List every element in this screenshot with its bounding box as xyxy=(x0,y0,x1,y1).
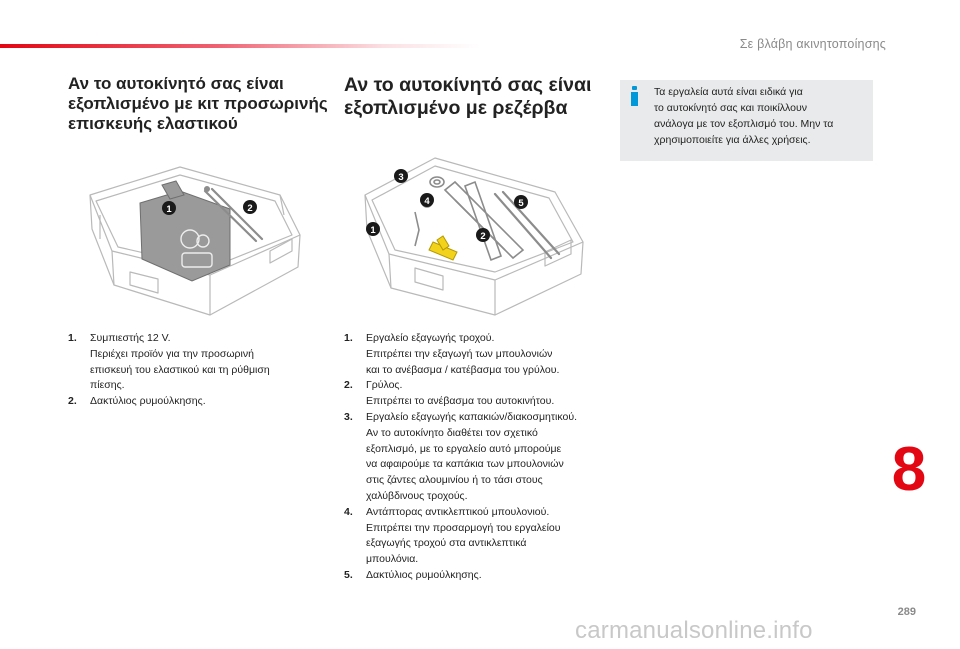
item-line: πίεσης. xyxy=(90,379,125,392)
heading-line: Αν το αυτοκίνητό σας είναι xyxy=(344,74,592,96)
item-line: Περιέχει προϊόν για την προσωρινή xyxy=(90,347,254,360)
item-line: Συμπιεστής 12 V. xyxy=(90,332,171,344)
callout-1 xyxy=(366,222,380,236)
item-line: Εργαλείο εξαγωγής τροχού. xyxy=(366,332,495,344)
svg-text:4: 4 xyxy=(424,196,430,207)
svg-text:2: 2 xyxy=(247,203,253,214)
heading-line: επισκευής ελαστικού xyxy=(68,114,238,133)
chapter-title: Σε βλάβη ακινητοποίησης xyxy=(739,37,886,51)
list-item xyxy=(344,378,606,410)
item-line: εξοπλισμό, με το εργαλείο αυτό μπορούμε xyxy=(366,442,562,455)
info-note-box xyxy=(620,80,873,161)
item-line: εξαγωγής τροχού στα αντικλεπτικά xyxy=(366,537,527,550)
item-line: να αφαιρούμε τα καπάκια των μπουλονιών xyxy=(366,458,564,471)
repair-kit-illustration xyxy=(70,155,340,325)
list-item xyxy=(344,410,606,505)
info-icon xyxy=(628,86,641,106)
item-number: 4. xyxy=(344,505,353,518)
item-line: Δακτύλιος ρυμούλκησης. xyxy=(90,395,206,408)
item-line: μπουλόνια. xyxy=(366,553,419,566)
item-line: Επιτρέπει την προσαρμογή του εργαλείου xyxy=(366,521,561,534)
list-item xyxy=(68,394,330,410)
info-line: ανάλογα με τον εξοπλισμό του. Μην τα xyxy=(654,118,834,130)
callout-3 xyxy=(394,169,408,183)
callout-2 xyxy=(476,228,490,242)
spare-wheel-items-list xyxy=(344,331,606,584)
heading-line: εξοπλισμένο με κιτ προσωρινής xyxy=(68,94,328,113)
callout-1 xyxy=(162,201,176,215)
info-line: Τα εργαλεία αυτά είναι ειδικά για xyxy=(654,86,803,98)
svg-text:1: 1 xyxy=(166,204,172,215)
list-item xyxy=(344,505,606,568)
svg-text:2: 2 xyxy=(480,231,486,242)
header-accent-bar xyxy=(0,44,480,48)
list-item xyxy=(344,331,606,378)
item-number: 1. xyxy=(68,332,77,344)
info-note-text xyxy=(654,84,869,148)
item-line: Αντάπτορας αντικλεπτικού μπουλονιού. xyxy=(366,505,550,518)
heading-line: εξοπλισμένο με ρεζέρβα xyxy=(344,97,568,119)
svg-text:1: 1 xyxy=(370,225,376,236)
callout-4 xyxy=(420,193,434,207)
item-line: επισκευή του ελαστικού και τη ρύθμιση xyxy=(90,363,270,376)
item-number: 3. xyxy=(344,410,353,423)
item-line: και το ανέβασμα / κατέβασμα του γρύλου. xyxy=(366,363,560,376)
item-line: χαλύβδινους τροχούς. xyxy=(366,489,468,502)
heading-line: Αν το αυτοκίνητό σας είναι xyxy=(68,74,284,93)
section-heading-spare-wheel xyxy=(344,74,614,120)
item-number: 2. xyxy=(344,379,353,392)
item-line: Γρύλος. xyxy=(366,379,403,392)
svg-text:3: 3 xyxy=(398,172,404,183)
item-line: Εργαλείο εξαγωγής καπακιών/διακοσμητικού. xyxy=(366,410,577,423)
item-line: στις ζάντες αλουμινίου ή το τάσι στους xyxy=(366,474,543,487)
page-number: 289 xyxy=(897,606,916,618)
spare-wheel-tools-illustration xyxy=(345,150,615,320)
list-item xyxy=(344,568,606,584)
watermark: carmanualsonline.info xyxy=(575,617,813,644)
callout-2 xyxy=(243,200,257,214)
item-number: 2. xyxy=(68,395,77,408)
item-line: Επιτρέπει την εξαγωγή των μπουλονιών xyxy=(366,347,553,360)
info-line: χρησιμοποιείτε για άλλες χρήσεις. xyxy=(654,134,811,146)
callout-5 xyxy=(514,195,528,209)
item-number: 5. xyxy=(344,568,353,581)
list-item xyxy=(68,331,330,394)
chapter-number: 8 xyxy=(891,435,927,504)
item-line: Αν το αυτοκίνητο διαθέτει τον σχετικό xyxy=(366,426,538,439)
item-line: Δακτύλιος ρυμούλκησης. xyxy=(366,568,482,581)
highlighted-wheel-tool xyxy=(429,236,457,260)
svg-text:5: 5 xyxy=(518,198,524,209)
section-heading-repair-kit xyxy=(68,74,338,134)
repair-kit-items-list xyxy=(68,331,330,410)
info-line: το αυτοκίνητό σας και ποικίλλουν xyxy=(654,102,807,114)
item-number: 1. xyxy=(344,332,353,344)
item-line: Επιτρέπει το ανέβασμα του αυτοκινήτου. xyxy=(366,395,555,408)
